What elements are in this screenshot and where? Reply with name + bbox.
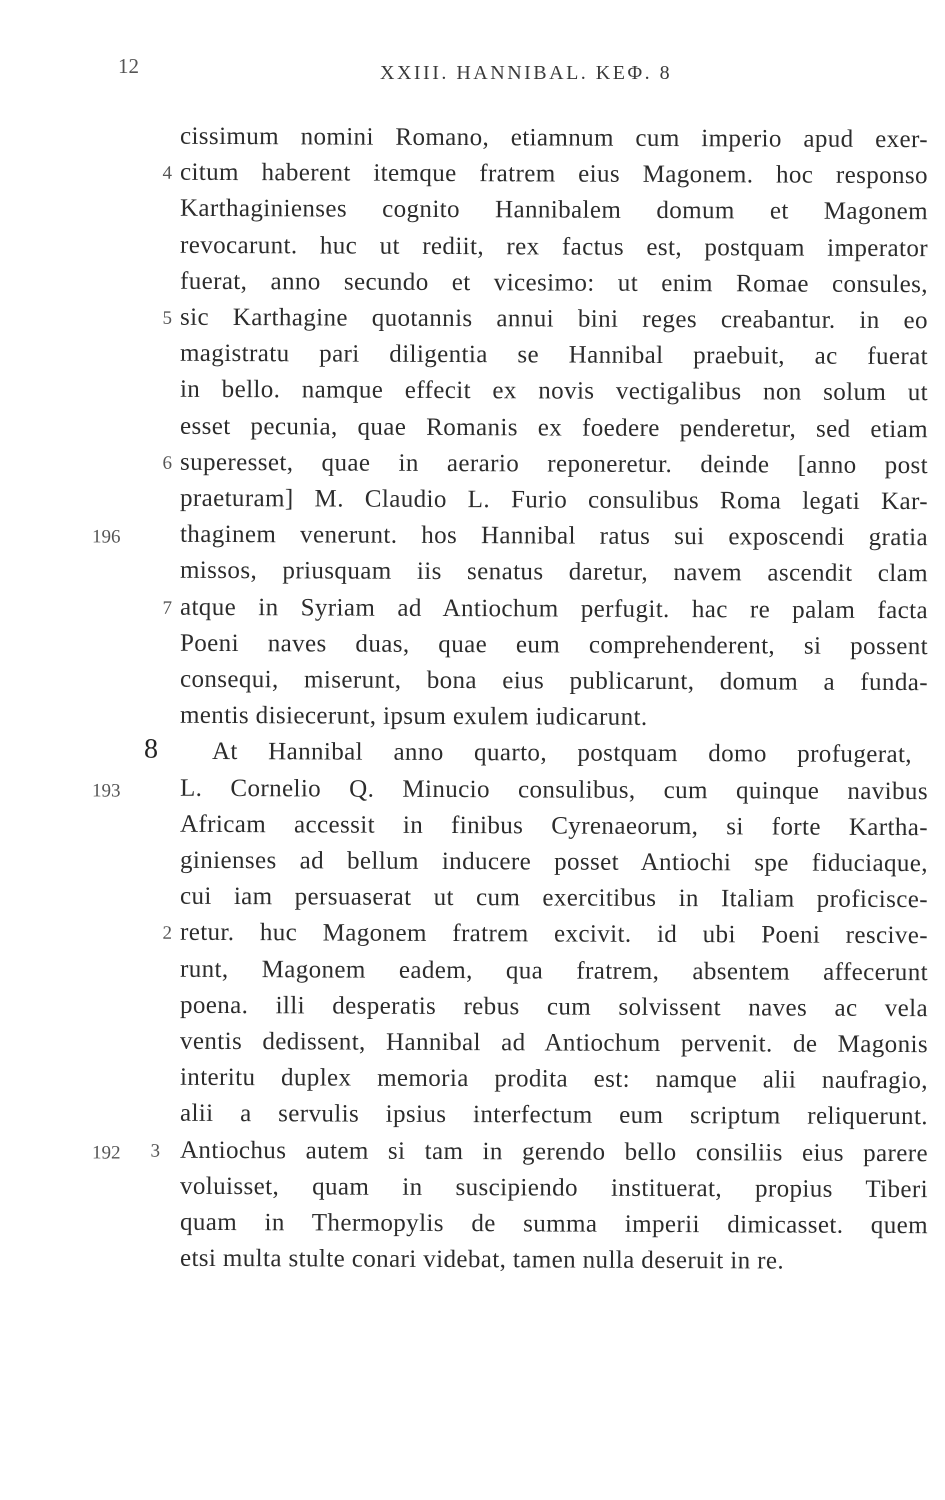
- text-line: [0, 335, 945, 375]
- section-number: 5: [162, 307, 173, 329]
- body-text: citum haberent itemque fratrem eius Magonem. hoc responso: [179, 158, 929, 190]
- section-number: 3: [150, 1140, 161, 1162]
- body-text: At Hannibal anno quarto, postquam domo profugerat,: [211, 738, 913, 769]
- body-text: poena. illi desperatis rebus cum solvissent naves ac vela: [179, 991, 929, 1022]
- section-number: 7: [162, 597, 173, 619]
- body-text: magistratu pari diligentia se Hannibal praebuit, ac fuerat: [179, 339, 929, 371]
- text-line: [0, 625, 945, 665]
- body-text: voluisset, quam in suscipiendo instituerat, propius Tiberi: [179, 1172, 929, 1203]
- text-line: [0, 770, 945, 810]
- text-line: [0, 1240, 945, 1280]
- text-line: [0, 914, 945, 954]
- page-number: 12: [118, 54, 139, 78]
- body-text: etsi multa stulte conari videbat, tamen nulla deseruit in re.: [179, 1244, 785, 1275]
- margin-year: 193: [91, 780, 121, 802]
- text-line: [0, 951, 945, 991]
- body-text: mentis disiecerunt, ipsum exulem iudicarunt.: [179, 701, 648, 732]
- body-text: cui iam persuaserat ut cum exercitibus in Italiam proficisce-: [179, 882, 929, 914]
- text-line: [0, 697, 945, 737]
- section-number: 2: [162, 923, 173, 945]
- body-text: ventis dedissent, Hannibal ad Antiochum pervenit. de Magonis: [179, 1027, 929, 1059]
- margin-year: 192: [91, 1142, 121, 1164]
- text-line: [0, 516, 945, 556]
- body-text: esset pecunia, quae Romanis ex foedere penderetur, sed etiam: [179, 412, 929, 443]
- body-text: cissimum nomini Romano, etiamnum cum imperio apud exer-: [179, 122, 929, 154]
- body-text: fuerat, anno secundo et vicesimo: ut enim Romae consules,: [179, 267, 929, 298]
- body-text: thaginem venerunt. hos Hannibal ratus sui exposcendi gratia: [179, 520, 929, 552]
- body-text: Antiochus autem si tam in gerendo bello consiliis eius parere: [179, 1136, 929, 1167]
- body-text: praeturam] M. Claudio L. Furio consulibus Roma legati Kar-: [179, 484, 929, 516]
- text-line: [0, 154, 945, 194]
- body-text: L. Cornelio Q. Minucio consulibus, cum quinque navibus: [179, 774, 929, 805]
- body-text: consequi, miserunt, bona eius publicarunt, domum a funda-: [179, 665, 929, 697]
- margin-year: 196: [91, 526, 121, 548]
- body-text: alii a servulis ipsius interfectum eum scriptum reliquerunt.: [179, 1100, 929, 1131]
- section-number: 6: [162, 452, 173, 474]
- text-line: [0, 227, 945, 267]
- text-line: [0, 1059, 945, 1099]
- body-text: Karthaginienses cognito Hannibalem domum et Magonem: [179, 195, 929, 226]
- text-line: [0, 299, 945, 339]
- text-line: [0, 589, 945, 629]
- text-line: [0, 1023, 945, 1063]
- text-line: [0, 661, 945, 701]
- body-text: missos, priusquam iis senatus daretur, navem ascendit clam: [179, 557, 929, 588]
- body-text: interitu duplex memoria prodita est: namque alii naufragio,: [179, 1063, 929, 1095]
- running-head: XXIII. HANNIBAL. ΚΕΦ. 8: [380, 62, 673, 84]
- body-text: quam in Thermopylis de summa imperii dimicasset. quem: [179, 1208, 929, 1240]
- body-text: in bello. namque effecit ex novis vectigalibus non solum ut: [179, 376, 929, 407]
- text-line: [0, 878, 945, 918]
- text-line: [0, 263, 945, 303]
- text-line: [0, 552, 945, 592]
- text-line: [0, 987, 945, 1027]
- text-line: [0, 806, 945, 846]
- text-line: [0, 1132, 945, 1172]
- section-number: 4: [162, 162, 173, 184]
- text-line: [0, 1204, 945, 1244]
- body-text: sic Karthagine quotannis annui bini reges creabantur. in eo: [179, 303, 929, 335]
- text-line: [0, 408, 945, 448]
- body-text: runt, Magonem eadem, qua fratrem, absentem affecerunt: [179, 955, 929, 986]
- body-text: retur. huc Magonem fratrem excivit. id ubi Poeni rescive-: [179, 919, 929, 950]
- text-line: [0, 118, 945, 158]
- body-text: revocarunt. huc ut rediit, rex factus est, postquam imperator: [179, 231, 929, 262]
- text-line: [0, 444, 945, 484]
- text-line: [0, 733, 945, 773]
- body-text: superesset, quae in aerario reponeretur. deinde [anno post: [179, 448, 929, 479]
- body-text: atque in Syriam ad Antiochum perfugit. hac re palam facta: [179, 593, 929, 624]
- text-line: [0, 480, 945, 520]
- body-text: Africam accessit in finibus Cyrenaeorum, si forte Kartha-: [179, 810, 929, 841]
- chapter-number: 8: [143, 734, 159, 766]
- text-line: [0, 190, 945, 230]
- text-line: [0, 842, 945, 882]
- text-line: [0, 371, 945, 411]
- body-text: Poeni naves duas, quae eum comprehenderent, si possent: [179, 629, 929, 660]
- text-line: [0, 1168, 945, 1208]
- body-text: ginienses ad bellum inducere posset Antiochi spe fiduciaque,: [179, 846, 929, 878]
- text-line: [0, 1095, 945, 1135]
